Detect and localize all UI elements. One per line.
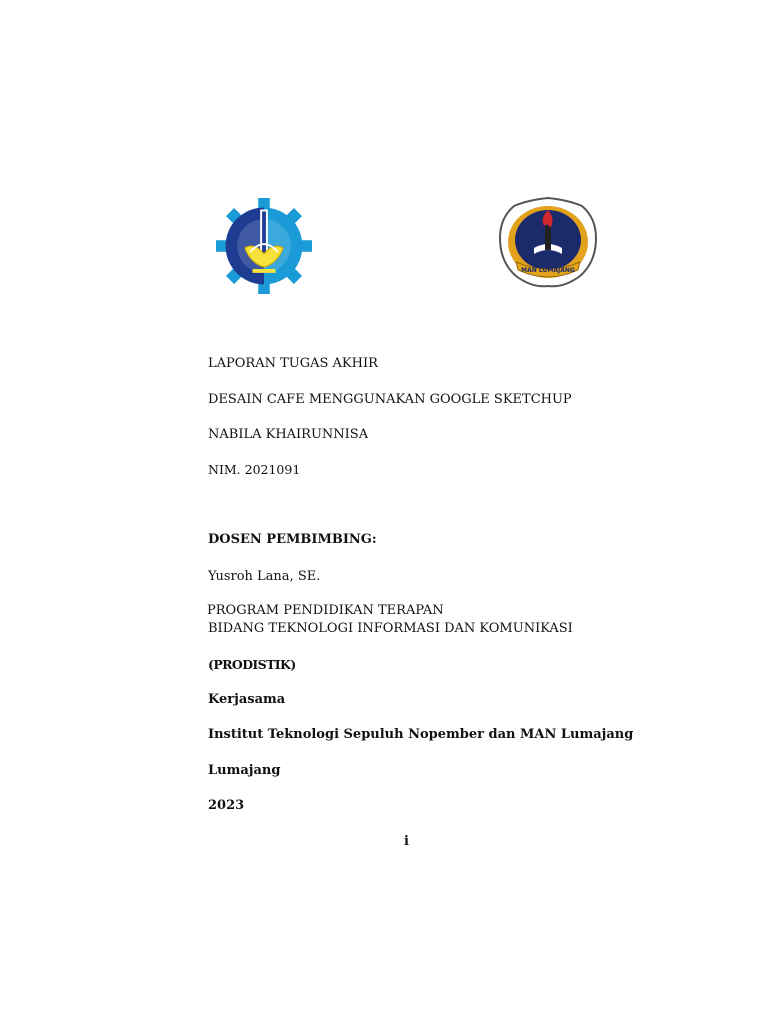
report-title: DESAIN CAFE MENGGUNAKAN GOOGLE SKETCHUP (208, 392, 572, 407)
program-abbrev: (PRODISTIK) (208, 657, 296, 672)
its-logo (216, 198, 312, 294)
report-type: LAPORAN TUGAS AKHIR (208, 356, 378, 371)
author-name: NABILA KHAIRUNNISA (208, 427, 369, 442)
supervisor-name: Yusroh Lana, SE. (208, 569, 321, 584)
cooperation-label: Kerjasama (208, 692, 286, 707)
place: Lumajang (208, 763, 281, 778)
page-number: i (404, 834, 409, 849)
man-lumajang-logo (498, 196, 598, 288)
student-id: NIM. 2021091 (208, 462, 301, 477)
supervisor-heading: DOSEN PEMBIMBING: (208, 532, 377, 547)
year: 2023 (208, 798, 245, 813)
program-line-1: PROGRAM PENDIDIKAN TERAPAN (207, 603, 444, 618)
man-logo-banner-text: MAN LUMAJANG (521, 267, 575, 274)
cooperation-institutions: Institut Teknologi Sepuluh Nopember dan MAN Lumajang (208, 727, 634, 742)
program-line-2: BIDANG TEKNOLOGI INFORMASI DAN KOMUNIKASI (208, 621, 573, 636)
